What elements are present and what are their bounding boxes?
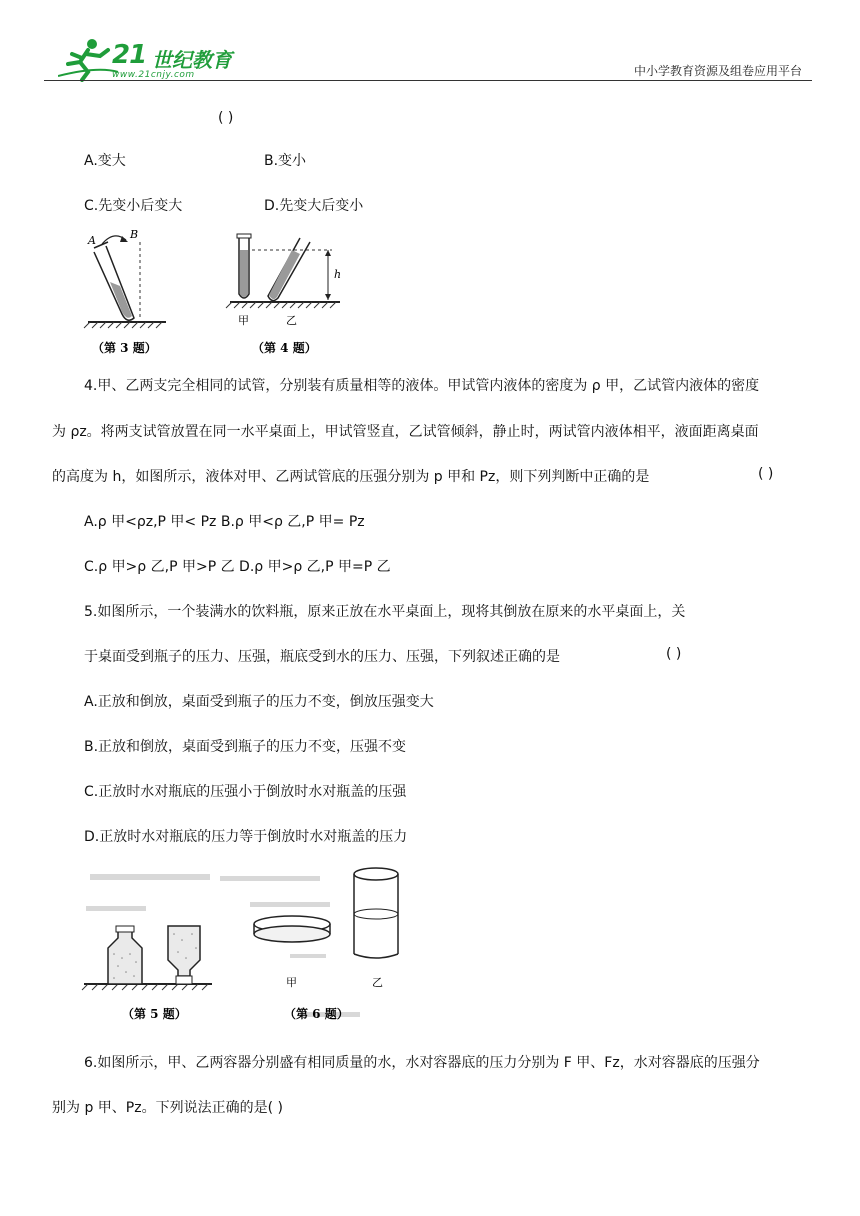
logo-text: 世纪教育 (152, 48, 232, 72)
caption-fig3: （第 3 题） (92, 341, 157, 355)
caption-fig6: （第 6 题） (284, 1007, 349, 1021)
q4-line-3: 的高度为 h，如图所示，液体对甲、乙两试管底的压强分别为 p 甲和 Pz，则下列判断中正确的是 (52, 469, 650, 485)
q4-answer-paren: ( ) (758, 466, 774, 482)
label-yi-fig6: 乙 (372, 976, 383, 989)
q4-options-cd: C.ρ 甲>ρ 乙,P 甲>P 乙 D.ρ 甲>ρ 乙,P 甲=P 乙 (84, 559, 391, 575)
q4-line-2: 为 ρz。将两支试管放置在同一水平桌面上，甲试管竖直，乙试管倾斜，静止时，两试管内液体相平，液面距离桌面 (52, 424, 759, 440)
label-jia-fig6: 甲 (286, 976, 297, 989)
label-jia-fig4: 甲 (238, 314, 249, 327)
figure-5-6 (80, 862, 400, 1028)
q4-options-ab: A.ρ 甲<ρz,P 甲< Pz B.ρ 甲<ρ 乙,P 甲= Pz (84, 514, 365, 530)
caption-fig5: （第 5 题） (122, 1007, 187, 1021)
figure-4-test-tubes (226, 234, 340, 308)
figure-3-4 (82, 226, 362, 360)
q5-option-c: C.正放时水对瓶底的压强小于倒放时水对瓶盖的压强 (84, 784, 407, 800)
figure-3-test-tube (84, 236, 166, 328)
figure-5-bottles (82, 926, 212, 990)
caption-fig4: （第 4 题） (252, 341, 317, 355)
figure-6-containers (254, 868, 398, 958)
q2-option-d: D.先变大后变小 (264, 198, 364, 214)
q2-option-b: B.变小 (264, 153, 307, 169)
q5-line-1: 5.如图所示，一个装满水的饮料瓶，原来正放在水平桌面上，现将其倒放在原来的水平桌面上，关 (84, 604, 686, 620)
logo-url: www.21cnjy.com (112, 70, 195, 80)
q2-option-a: A.变大 (84, 153, 126, 169)
q6-line-2: 别为 p 甲、Pz。下列说法正确的是( ) (52, 1100, 283, 1116)
q5-option-b: B.正放和倒放，桌面受到瓶子的压力不变，压强不变 (84, 739, 407, 755)
q5-line-2: 于桌面受到瓶子的压力、压强，瓶底受到水的压力、压强，下列叙述正确的是 (84, 649, 560, 665)
logo-number: 21 (112, 40, 147, 70)
label-yi-fig4: 乙 (286, 314, 297, 327)
header-divider (44, 80, 812, 81)
q6-line-1: 6.如图所示，甲、乙两容器分别盛有相同质量的水，水对容器底的压力分别为 F 甲、Fz，水对容器底的压强分 (84, 1055, 760, 1071)
q2-answer-paren: ( ) (218, 110, 234, 126)
label-h: h (334, 268, 342, 281)
q5-option-d: D.正放时水对瓶底的压力等于倒放时水对瓶盖的压力 (84, 829, 408, 845)
label-b: B (130, 228, 139, 241)
label-a: A (88, 234, 96, 247)
header-site-name: 中小学教育资源及组卷应用平台 (633, 64, 802, 78)
q5-answer-paren: ( ) (666, 646, 682, 662)
q4-line-1: 4.甲、乙两支完全相同的试管，分别装有质量相等的液体。甲试管内液体的密度为 ρ 甲，乙试管内液体的密度 (84, 378, 760, 394)
q5-option-a: A.正放和倒放，桌面受到瓶子的压力不变，倒放压强变大 (84, 694, 434, 710)
q2-option-c: C.先变小后变大 (84, 198, 183, 214)
